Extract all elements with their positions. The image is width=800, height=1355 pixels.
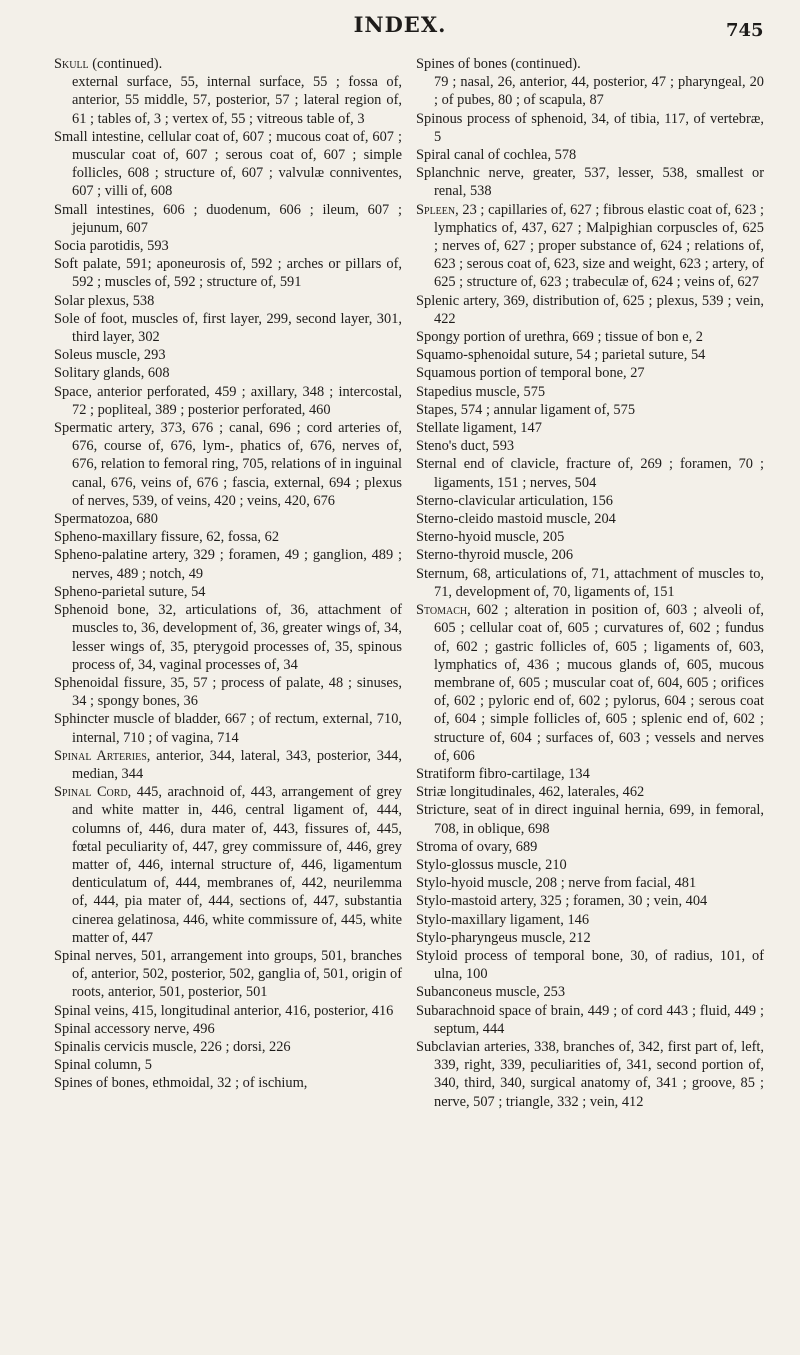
- index-entry: [416, 383, 764, 401]
- index-entry-text: Spermatic artery, 373, 676 ; canal, 696 ; cord arteries of, 676, course of, 676, lym-, phatics of, 676, nerves of, 676, relation to femoral ring, 705, relations of in inguinal canal, 676, veins of, 676 ; fascia, external, 694 ; plexus of nerves, 539, of veins, 420 ; veins, 420, 676: [54, 420, 402, 509]
- index-entry-text: Soft palate, 591; aponeurosis of, 592 ; arches or pillars of, 592 ; muscles of, 592 ; structure of, 591: [54, 256, 402, 291]
- index-entry: [54, 310, 402, 346]
- index-entry: [54, 674, 402, 710]
- index-entry-text: , 23 ; capillaries of, 627 ; fibrous elastic coat of, 623 ; lymphatics of, 437, 627 ; Malpighian corpuscles of, 625 ; nerves of, 627 ; proper substance of, 624 ; relations of, 623 ; serous coat of, 623, size and weight, 623 ; artery, of 625 ; structure of, 623 ; trabeculæ of, 624 ; veins of, 627: [434, 201, 764, 291]
- index-entry-text: Spines of bones (continued). 79 ; nasal, 26, anterior, 44, posterior, 47 ; pharyngeal, 20 ; of pubes, 80 ; of scapula, 87: [416, 56, 764, 109]
- index-entry-text: Stratiform fibro-cartilage, 134: [416, 765, 590, 782]
- index-entry-text: Stricture, seat of in direct inguinal hernia, 699, in femoral, 708, in oblique, 698: [416, 802, 764, 837]
- index-entry-text: Stapedius muscle, 575: [416, 383, 546, 400]
- index-entry-heading: Spinal Arteries: [54, 747, 147, 764]
- index-entry: [54, 128, 402, 201]
- index-entry: [416, 1038, 764, 1111]
- index-entry-text: Soleus muscle, 293: [54, 347, 166, 364]
- index-entry: [54, 237, 402, 255]
- index-entry: [416, 437, 764, 455]
- index-entry: [416, 892, 764, 910]
- index-entry-text: Spinal accessory nerve, 496: [54, 1020, 215, 1037]
- index-entry: [416, 983, 764, 1001]
- page-number: 745: [726, 20, 764, 41]
- index-entry: [54, 583, 402, 601]
- index-entry: [416, 856, 764, 874]
- index-entry: [54, 346, 402, 364]
- index-entry-text: , 445, arachnoid of, 443, arrangement of grey and white matter in, 446, central ligament of, 444, columns of, 446, dura mater of, 443, fissures of, 445, fœtal peculiarity of, 447, grey commissure of, 446, grey matter of, 446, internal structure of, 446, ligamentum denticulatum of, 444, membranes of, 442, neurilemma of, 444, pia mater of, 444, sections of, 447, substantia cinerea gelatinosa, 446, white commissure of, 445, white matter of, 447: [72, 784, 402, 946]
- index-entry-text: , 602 ; alteration in position of, 603 ; alveoli of, 605 ; cellular coat of, 605 ; curvatures of, 602 ; fundus of, 602 ; gastric follicles of, 605 ; ligaments of, 603, lymphatics of, 436 ; mucous glands of, 605, mucous membrane of, 605 ; muscular coat of, 604, 605 ; orifices of, 602 ; pyloric end of, 602 ; pylorus, 604 ; serous coat of, 604 ; simple follicles of, 605 ; splenic end of, 602 ; structure of, 604 ; surfaces of, 603 ; vessels and nerves of, 606: [434, 602, 764, 764]
- index-entry-text: Spines of bones, ethmoidal, 32 ; of ischium,: [54, 1075, 308, 1092]
- index-entry: [54, 1038, 402, 1056]
- index-entry: [416, 1002, 764, 1038]
- index-entry-text: Stapes, 574 ; annular ligament of, 575: [416, 401, 636, 418]
- index-entry: [54, 364, 402, 382]
- index-entry-text: Spinous process of sphenoid, 34, of tibia, 117, of vertebræ, 5: [416, 110, 764, 145]
- index-entry-text: Solitary glands, 608: [54, 365, 170, 382]
- index-entry-text: Spheno-palatine artery, 329 ; foramen, 49 ; ganglion, 489 ; nerves, 489 ; notch, 49: [54, 547, 402, 582]
- index-entry: [416, 110, 764, 146]
- index-entry-text: Stroma of ovary, 689: [416, 838, 538, 855]
- index-entry: [416, 565, 764, 601]
- index-entry: [416, 419, 764, 437]
- index-entry-text: Spinal nerves, 501, arrangement into groups, 501, branches of, anterior, 502, posterior, 502, ganglia of, 501, origin of roots, anterior, 501, posterior, 501: [54, 947, 402, 1001]
- index-entry-text: (continued). external surface, 55, internal surface, 55 ; fossa of, anterior, 55 middle, 57, posterior, 57 ; lateral region of, 61 ; tables of, 3 ; vertex of, 55 ; vitreous table of, 3: [72, 56, 402, 127]
- index-entry-text: Sphenoid bone, 32, articulations of, 36, attachment of muscles to, 36, development of, 36, greater wings of, 34, lesser wings of, 35, pterygoid processes of, 35, spinous process of, 34, vaginal processes of, 34: [54, 602, 402, 673]
- index-entry-heading: Spleen: [416, 201, 456, 218]
- index-entry: [54, 255, 402, 291]
- index-entry: [54, 528, 402, 546]
- index-entry-text: Spinal veins, 415, longitudinal anterior, 416, posterior, 416: [54, 1002, 394, 1019]
- index-entry: [416, 455, 764, 491]
- index-entry: [54, 1074, 402, 1092]
- index-entry-heading: Spinal Cord: [54, 784, 128, 801]
- index-entry-text: Spiral canal of cochlea, 578: [416, 147, 577, 164]
- index-entry: [54, 201, 402, 237]
- index-entry-text: Socia parotidis, 593: [54, 238, 169, 255]
- index-entry-text: Sternal end of clavicle, fracture of, 269 ; foramen, 70 ; ligaments, 151 ; nerves, 504: [416, 456, 764, 491]
- index-entry: [416, 783, 764, 801]
- index-entry-text: Sterno-thyroid muscle, 206: [416, 547, 574, 564]
- index-entry-heading: Stomach: [416, 602, 468, 619]
- index-entry: [416, 765, 764, 783]
- index-entry-text: Sphincter muscle of bladder, 667 ; of rectum, external, 710, internal, 710 ; of vagina, 714: [54, 711, 402, 746]
- index-entry: [54, 510, 402, 528]
- index-entry-text: Squamous portion of temporal bone, 27: [416, 365, 645, 382]
- index-entry-text: Squamo-sphenoidal suture, 54 ; parietal suture, 54: [416, 347, 706, 364]
- index-entry-text: Spongy portion of urethra, 669 ; tissue of bon e, 2: [416, 329, 703, 346]
- index-column-left: [54, 55, 402, 1093]
- index-entry: [54, 546, 402, 582]
- index-entry: [54, 710, 402, 746]
- index-entry-text: Sterno-hyoid muscle, 205: [416, 529, 565, 546]
- index-entry: [54, 383, 402, 419]
- index-entry-text: Stellate ligament, 147: [416, 420, 542, 437]
- index-entry: [54, 1056, 402, 1074]
- index-entry-text: Striæ longitudinales, 462, laterales, 462: [416, 784, 645, 801]
- index-entry: [54, 1020, 402, 1038]
- index-entry: [54, 947, 402, 1002]
- index-entry-text: Stylo-maxillary ligament, 146: [416, 911, 590, 928]
- index-entry-text: Solar plexus, 538: [54, 292, 155, 309]
- index-entry: [416, 510, 764, 528]
- index-entry-text: Styloid process of temporal bone, 30, of radius, 101, of ulna, 100: [416, 947, 764, 983]
- index-entry-text: Spheno-parietal suture, 54: [54, 583, 206, 600]
- index-entry: [54, 783, 402, 947]
- index-entry-text: Sternum, 68, articulations of, 71, attachment of muscles to, 71, development of, 70, ligaments of, 151: [416, 565, 764, 600]
- index-entry: [416, 911, 764, 929]
- index-entry: [54, 1002, 402, 1020]
- index-entry-text: Stylo-glossus muscle, 210: [416, 856, 567, 873]
- index-entry: [416, 292, 764, 328]
- index-entry-text: Subanconeus muscle, 253: [416, 984, 566, 1001]
- index-entry-text: Small intestines, 606 ; duodenum, 606 ; ileum, 607 ; jejunum, 607: [54, 201, 402, 236]
- index-entry-text: Subarachnoid space of brain, 449 ; of cord 443 ; fluid, 449 ; septum, 444: [416, 1002, 764, 1037]
- index-entry: [416, 401, 764, 419]
- index-entry: [416, 328, 764, 346]
- index-entry-text: Steno's duct, 593: [416, 438, 515, 455]
- index-entry: [416, 947, 764, 983]
- index-entry: [416, 528, 764, 546]
- index-entry-text: Spheno-maxillary fissure, 62, fossa, 62: [54, 529, 280, 546]
- index-entry: [416, 146, 764, 164]
- index-entry-text: , anterior, 344, lateral, 343, posterior, 344, median, 344: [72, 747, 402, 782]
- index-entry: [416, 874, 764, 892]
- index-entry: [416, 801, 764, 837]
- index-entry: [54, 55, 402, 128]
- page-title: INDEX.: [353, 12, 447, 37]
- index-entry: [416, 601, 764, 765]
- index-entry: [416, 364, 764, 382]
- index-entry: [54, 601, 402, 674]
- index-entry: [54, 747, 402, 783]
- index-column-right: [416, 55, 764, 1111]
- index-entry-text: Spermatozoa, 680: [54, 511, 158, 528]
- index-entry-text: Sole of foot, muscles of, first layer, 299, second layer, 301, third layer, 302: [54, 310, 402, 346]
- index-entry-text: Subclavian arteries, 338, branches of, 342, first part of, left, 339, right, 339, peculiarities of, 341, second portion of, 340, third, 340, surgical anatomy of, 341 ; groove, 85 ; nerve, 507 ; triangle, 332 ; vein, 412: [416, 1038, 764, 1110]
- index-entry-text: Spinal column, 5: [54, 1057, 152, 1074]
- index-entry: [416, 929, 764, 947]
- index-entry: [416, 55, 764, 110]
- index-entry: [416, 164, 764, 200]
- index-entry-text: Sterno-cleido mastoid muscle, 204: [416, 511, 616, 528]
- index-entry-text: Stylo-hyoid muscle, 208 ; nerve from facial, 481: [416, 875, 697, 892]
- index-entry: [416, 546, 764, 564]
- index-entry: [416, 201, 764, 292]
- index-entry-text: Space, anterior perforated, 459 ; axillary, 348 ; intercostal, 72 ; popliteal, 389 ; posterior perforated, 460: [54, 383, 402, 418]
- index-entry: [416, 492, 764, 510]
- index-entry: [54, 419, 402, 510]
- index-entry-text: Stylo-mastoid artery, 325 ; foramen, 30 ; vein, 404: [416, 893, 708, 910]
- index-entry-text: Spinalis cervicis muscle, 226 ; dorsi, 226: [54, 1038, 291, 1055]
- index-entry: [416, 346, 764, 364]
- index-entry-text: Stylo-pharyngeus muscle, 212: [416, 929, 591, 946]
- index-entry-heading: Skull: [54, 56, 89, 72]
- index-entry-text: Sterno-clavicular articulation, 156: [416, 492, 613, 509]
- index-entry-text: Splanchnic nerve, greater, 537, lesser, 538, smallest or renal, 538: [416, 165, 764, 200]
- index-entry-text: Splenic artery, 369, distribution of, 625 ; plexus, 539 ; vein, 422: [416, 292, 764, 327]
- index-entry: [54, 292, 402, 310]
- index-entry: [416, 838, 764, 856]
- index-entry-text: Sphenoidal fissure, 35, 57 ; process of palate, 48 ; sinuses, 34 ; spongy bones, 36: [54, 674, 402, 710]
- index-entry-text: Small intestine, cellular coat of, 607 ; mucous coat of, 607 ; muscular coat of, 607 ; serous coat of, 607 ; simple follicles, 608 ; structure of, 607 ; valvulæ conniventes, 607 ; villi of, 608: [54, 128, 402, 200]
